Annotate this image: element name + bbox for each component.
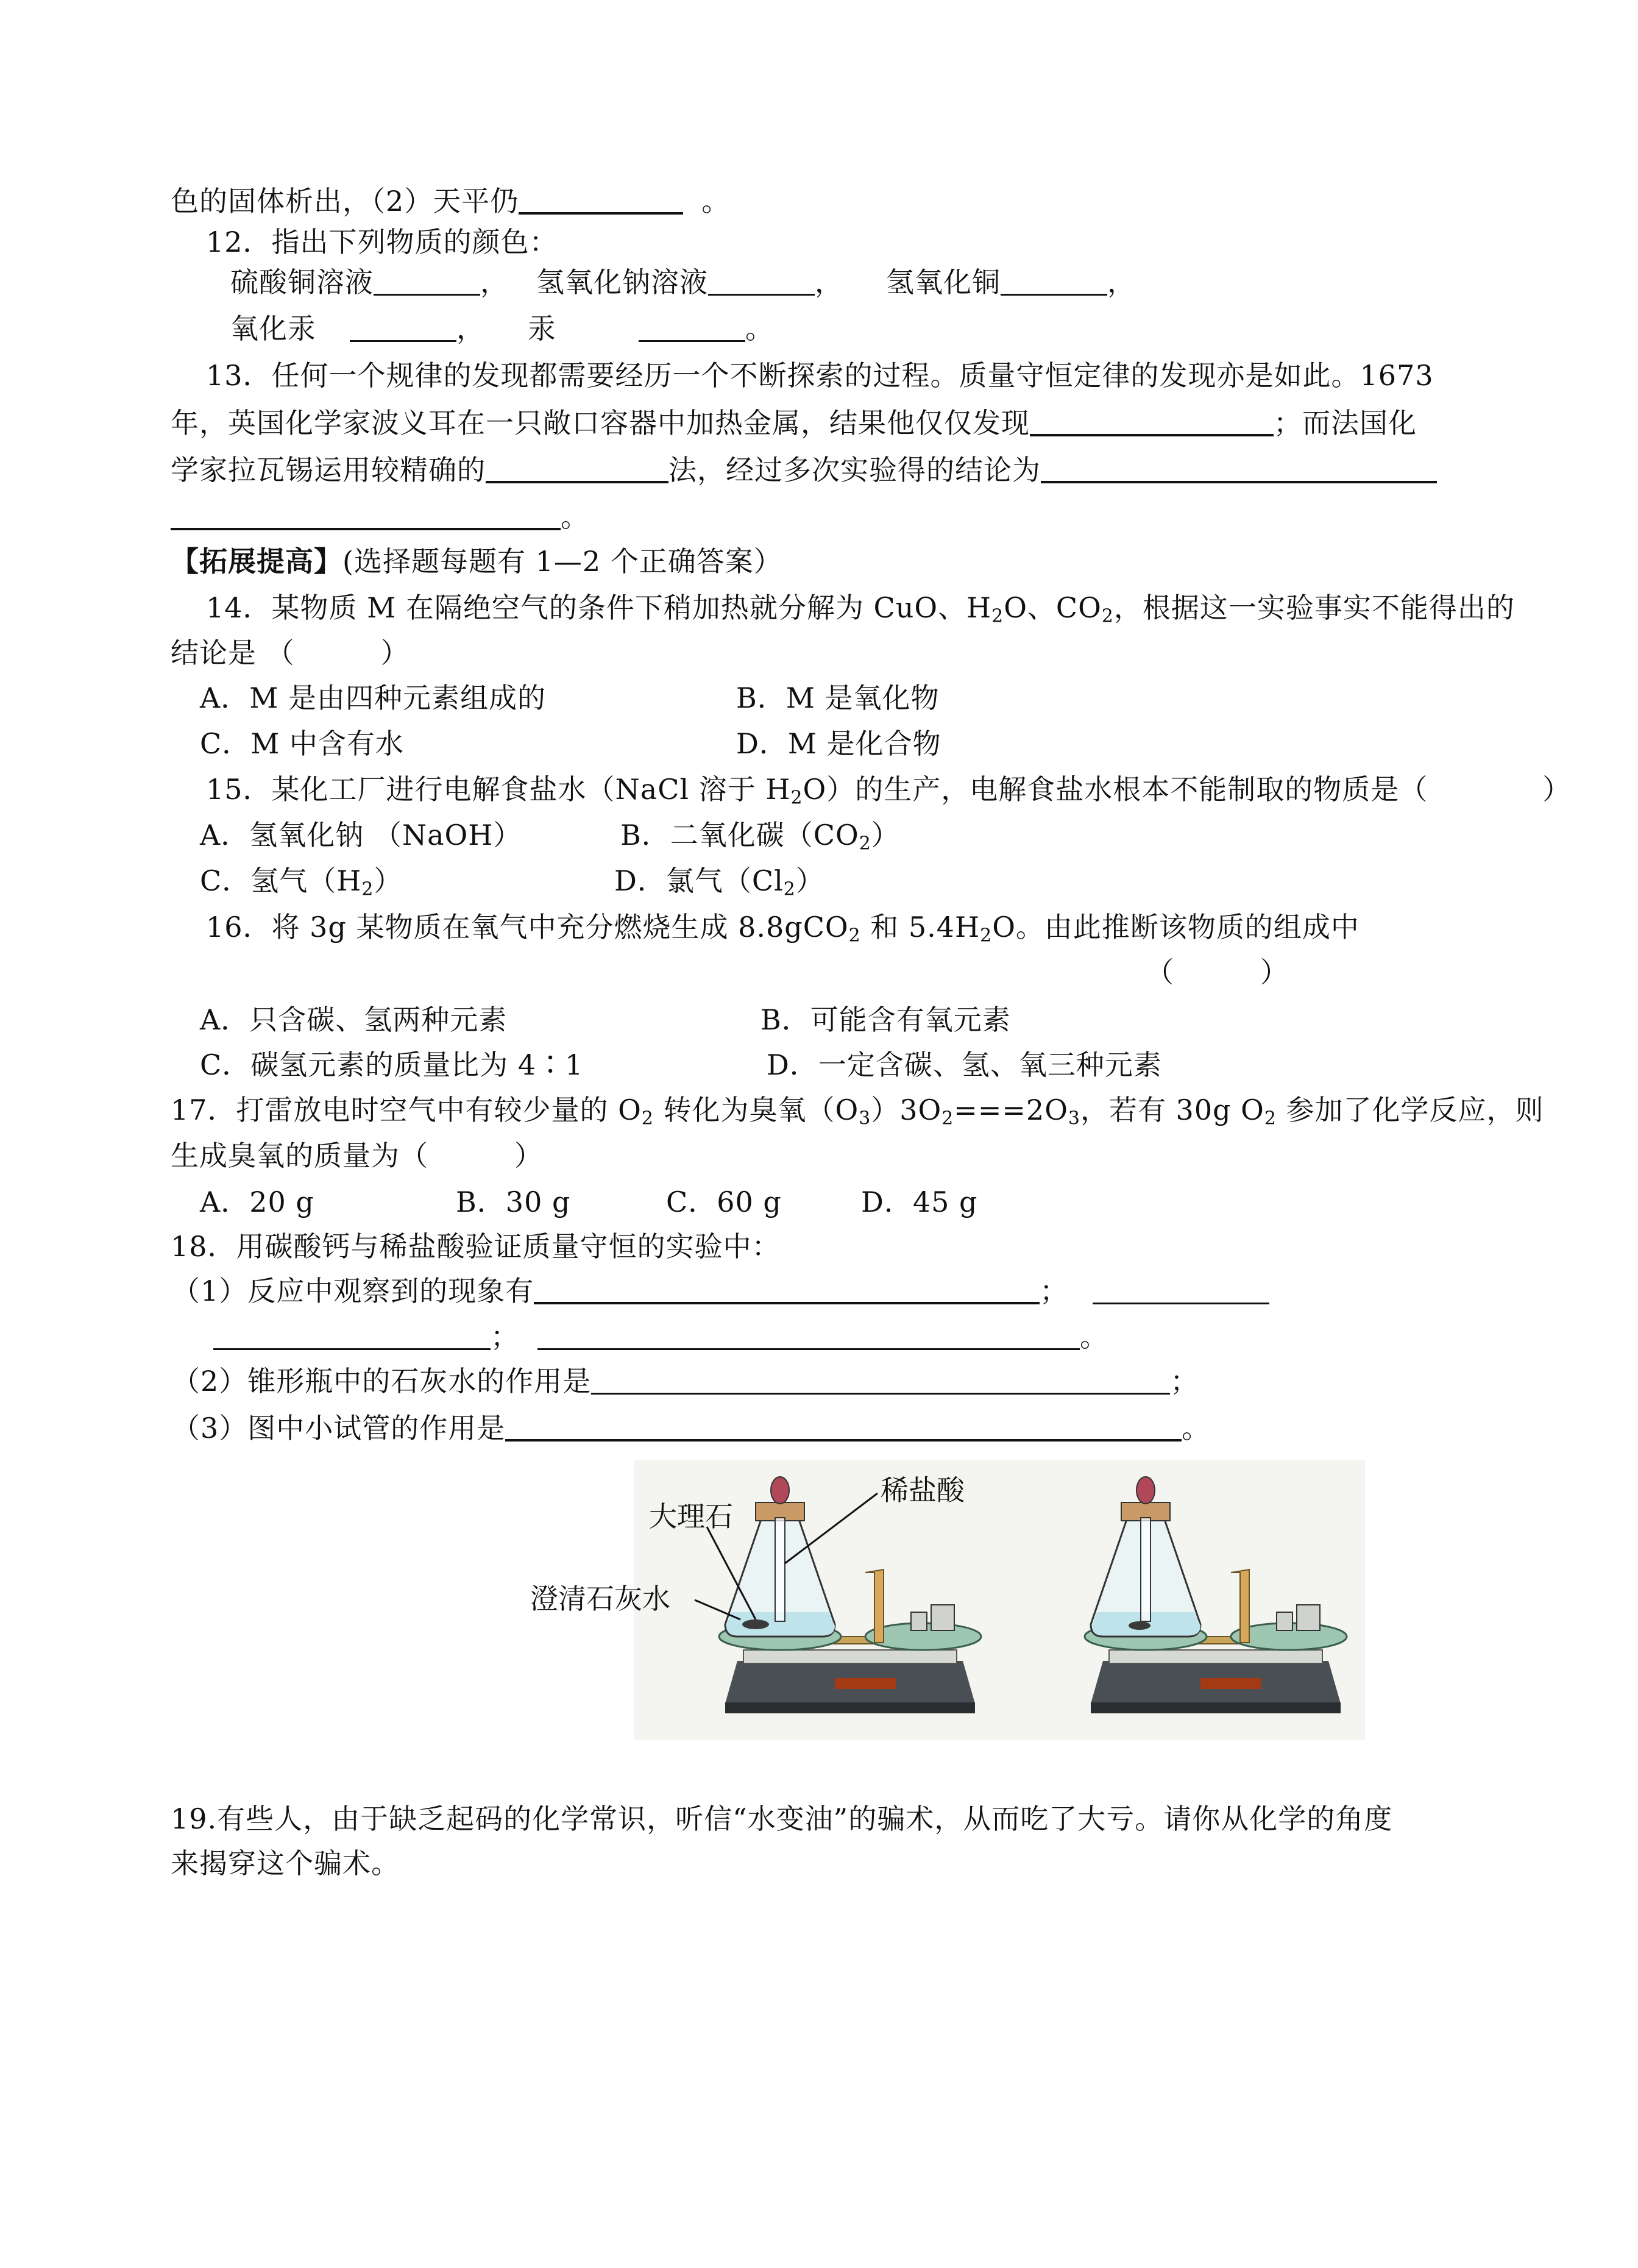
mercuric-oxide-label: 氧化汞 bbox=[230, 312, 316, 345]
answer-blank[interactable] bbox=[708, 265, 815, 296]
q14-row2 bbox=[200, 725, 941, 762]
label-dilute-hcl: 稀盐酸 bbox=[881, 1474, 965, 1507]
answer-blank[interactable] bbox=[505, 1410, 1182, 1441]
answer-blank[interactable] bbox=[1093, 1273, 1269, 1304]
copper-hydroxide-label: 氢氧化铜 bbox=[886, 266, 1001, 299]
answer-blank[interactable] bbox=[171, 499, 561, 530]
subscript: 2 bbox=[859, 833, 871, 855]
q17-text: ）3O bbox=[871, 1093, 942, 1126]
q18-part1-cont bbox=[213, 1318, 1108, 1355]
q13-text: 年，英国化学家波义耳在一只敞口容器中加热金属，结果他仅仅发现 bbox=[171, 407, 1030, 439]
period: 。 bbox=[1182, 1412, 1211, 1445]
q13-text: ；而法国化 bbox=[1274, 407, 1417, 439]
subscript: 2 bbox=[1264, 1107, 1277, 1129]
option-c[interactable]: C．60 g bbox=[666, 1186, 782, 1218]
option-b-text: ） bbox=[871, 819, 900, 851]
period: 。 bbox=[561, 500, 589, 533]
answer-blank[interactable] bbox=[534, 1273, 1040, 1304]
q13-text: 法，经过多次实验得的结论为 bbox=[668, 453, 1041, 486]
subscript: 3 bbox=[859, 1107, 871, 1129]
q14-text: 14．某物质 M 在隔绝空气的条件下稍加热就分解为 CuO、H bbox=[206, 591, 992, 624]
mercury-label: 汞 bbox=[528, 312, 556, 345]
q12-row2 bbox=[230, 310, 774, 347]
comma: ， bbox=[815, 266, 843, 299]
period: 。 bbox=[745, 312, 774, 345]
answer-blank[interactable] bbox=[486, 452, 668, 483]
option-c-text: C．氢气（H bbox=[200, 864, 362, 897]
q17-text: ，若有 30g O bbox=[1080, 1093, 1264, 1126]
q19-line2: 来揭穿这个骗术。 bbox=[171, 1847, 400, 1880]
answer-blank[interactable] bbox=[350, 311, 456, 342]
option-a[interactable]: A．M 是由四种元素组成的 bbox=[200, 681, 546, 714]
q14-text: ，根据这一实验事实不能得出的 bbox=[1113, 591, 1515, 624]
semicolon: ； bbox=[1040, 1274, 1069, 1307]
label-limewater: 澄清石灰水 bbox=[530, 1582, 670, 1615]
q17-line1 bbox=[171, 1092, 1544, 1128]
q17-text: 17．打雷放电时空气中有较少量的 O bbox=[171, 1093, 642, 1126]
subscript: 2 bbox=[790, 787, 803, 809]
comma: ， bbox=[456, 312, 485, 345]
q18-stem: 18．用碳酸钙与稀盐酸验证质量守恒的实验中： bbox=[171, 1230, 781, 1263]
period: 。 bbox=[1080, 1320, 1108, 1353]
q14-row1 bbox=[200, 680, 940, 716]
q12-stem: 12．指出下列物质的颜色： bbox=[206, 226, 558, 258]
q15-text: 15．某化工厂进行电解食盐水（NaCl 溶于 H bbox=[206, 773, 791, 806]
comma: ， bbox=[1107, 266, 1136, 299]
subscript: 2 bbox=[361, 878, 374, 900]
option-b[interactable]: B．30 g bbox=[456, 1186, 571, 1218]
q16-answer-paren[interactable]: （ ） bbox=[1146, 956, 1289, 989]
option-d[interactable]: D．45 g bbox=[861, 1186, 978, 1218]
option-a[interactable]: A．氢氧化钠 （NaOH） bbox=[200, 819, 522, 851]
label-marble: 大理石 bbox=[649, 1500, 733, 1533]
left-balance bbox=[719, 1477, 981, 1713]
q19-line1: 19.有些人，由于缺乏起码的化学常识，听信“水变油”的骗术，从而吃了大亏。请你从化学的角度 bbox=[171, 1802, 1393, 1835]
q18-part1-text: （1）反应中观察到的现象有 bbox=[172, 1274, 534, 1307]
answer-blank[interactable] bbox=[537, 1319, 1080, 1350]
q12-row1 bbox=[230, 264, 1136, 300]
option-d-text: ） bbox=[795, 864, 824, 897]
q16-line1 bbox=[206, 909, 1360, 945]
answer-blank[interactable] bbox=[591, 1363, 1170, 1395]
answer-blank[interactable] bbox=[519, 183, 683, 215]
q17-options bbox=[200, 1184, 978, 1220]
q16-text: O。由此推断该物质的组成中 bbox=[992, 911, 1360, 944]
subscript: 2 bbox=[641, 1107, 654, 1129]
q18-part3 bbox=[172, 1410, 1210, 1446]
q14-line2: 结论是 （ ） bbox=[171, 636, 410, 669]
option-b[interactable]: B．可能含有氧元素 bbox=[760, 1003, 1011, 1036]
answer-blank[interactable] bbox=[213, 1319, 491, 1350]
sodium-hydroxide-label: 氢氧化钠溶液 bbox=[536, 266, 708, 299]
option-d-text: D．氯气（Cl bbox=[614, 864, 784, 897]
q13-line2 bbox=[171, 405, 1417, 441]
option-c-text: ） bbox=[374, 864, 403, 897]
q18-part2 bbox=[172, 1363, 1199, 1399]
option-b[interactable] bbox=[620, 817, 900, 853]
semicolon: ； bbox=[491, 1320, 519, 1353]
answer-blank[interactable] bbox=[1030, 405, 1274, 436]
q18-part3-text: （3）图中小试管的作用是 bbox=[172, 1412, 506, 1445]
subscript: 2 bbox=[848, 925, 861, 947]
q11-text: 色的固体析出，（2）天平仍 bbox=[171, 185, 519, 218]
option-d[interactable]: D．M 是化合物 bbox=[736, 727, 941, 760]
option-d[interactable]: D．一定含碳、氢、氧三种元素 bbox=[767, 1048, 1162, 1081]
answer-blank[interactable] bbox=[374, 265, 480, 296]
q16-row2 bbox=[200, 1047, 1162, 1083]
q17-text: ===2O bbox=[954, 1093, 1068, 1126]
subscript: 2 bbox=[991, 605, 1004, 627]
copper-sulfate-label: 硫酸铜溶液 bbox=[230, 266, 374, 299]
option-d[interactable] bbox=[614, 862, 824, 899]
comma: ， bbox=[480, 266, 509, 299]
q15-row1 bbox=[200, 817, 900, 855]
option-c[interactable]: C．M 中含有水 bbox=[200, 727, 404, 760]
q11-continuation bbox=[171, 183, 730, 219]
q16-text: 16．将 3g 某物质在氧气中充分燃烧生成 8.8gCO bbox=[206, 911, 849, 944]
balance-illustration bbox=[634, 1460, 1365, 1740]
option-c[interactable]: C．碳氢元素的质量比为 4∶1 bbox=[200, 1048, 584, 1081]
q16-text: 和 5.4H bbox=[860, 911, 980, 944]
subscript: 2 bbox=[941, 1107, 954, 1129]
answer-blank[interactable] bbox=[1041, 452, 1437, 483]
subscript: 2 bbox=[980, 925, 993, 947]
subscript: 2 bbox=[1101, 605, 1114, 627]
q17-text: 转化为臭氧（O bbox=[653, 1093, 859, 1126]
q11-end: 。 bbox=[701, 185, 731, 218]
right-balance bbox=[1085, 1477, 1347, 1713]
option-b[interactable]: B．M 是氧化物 bbox=[736, 681, 940, 714]
q17-line2: 生成臭氧的质量为（ ） bbox=[171, 1139, 543, 1172]
q13-line3 bbox=[171, 452, 1437, 488]
q15-text: O）的生产，电解食盐水根本不能制取的物质是（ ） bbox=[803, 773, 1572, 806]
semicolon: ； bbox=[1170, 1365, 1199, 1398]
q18-part2-text: （2）锥形瓶中的石灰水的作用是 bbox=[172, 1365, 592, 1398]
q15-line1 bbox=[206, 771, 1571, 808]
q18-part1 bbox=[172, 1273, 1269, 1309]
option-c[interactable] bbox=[200, 864, 403, 900]
extension-header bbox=[171, 543, 782, 580]
option-a[interactable]: A．只含碳、氢两种元素 bbox=[200, 1003, 508, 1036]
q13-text: 学家拉瓦锡运用较精确的 bbox=[171, 453, 486, 486]
q14-line1 bbox=[206, 589, 1515, 626]
subscript: 2 bbox=[783, 878, 796, 900]
q13-line1: 13．任何一个规律的发现都需要经历一个不断探索的过程。质量守恒定律的发现亦是如此。1673 bbox=[206, 359, 1434, 392]
q15-row2 bbox=[200, 862, 824, 900]
option-a[interactable]: A．20 g bbox=[200, 1186, 314, 1218]
q16-row1 bbox=[200, 1001, 1011, 1038]
q14-text: O、CO bbox=[1004, 591, 1102, 624]
q17-text: 参加了化学反应，则 bbox=[1276, 1093, 1544, 1126]
answer-blank[interactable] bbox=[639, 311, 745, 342]
answer-blank[interactable] bbox=[1001, 265, 1107, 296]
option-b-text: B．二氧化碳（CO bbox=[620, 819, 859, 851]
section-note: (选择题每题有 1—2 个正确答案） bbox=[342, 545, 782, 578]
q13-line4 bbox=[171, 499, 589, 535]
subscript: 3 bbox=[1068, 1107, 1080, 1129]
section-title: 【拓展提高】 bbox=[171, 545, 342, 578]
balance-experiment-figure bbox=[530, 1460, 1365, 1740]
